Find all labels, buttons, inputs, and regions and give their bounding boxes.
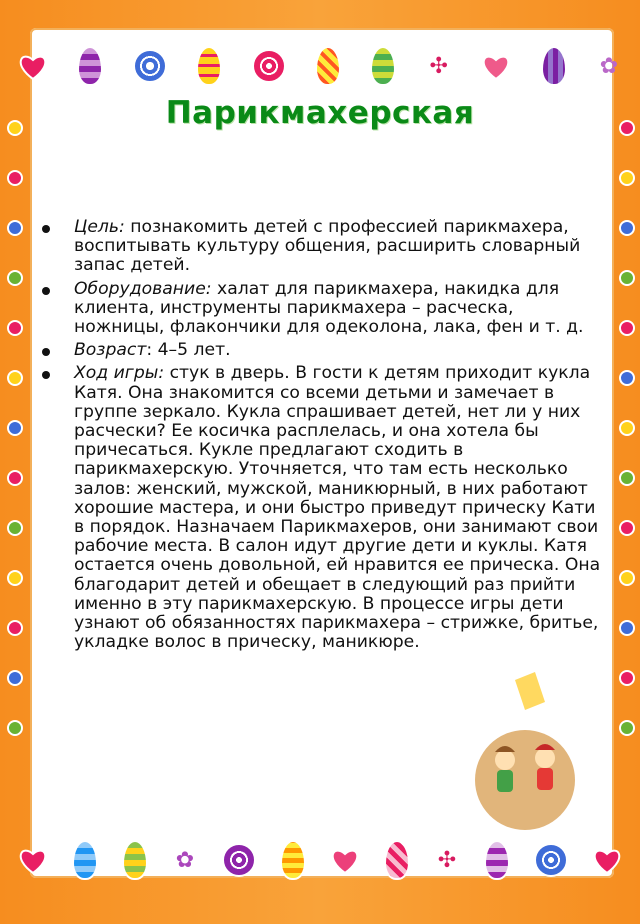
dot-ornament-icon <box>619 670 635 686</box>
dot-ornament-icon <box>619 570 635 586</box>
list-item <box>42 218 602 276</box>
dot-ornament-icon <box>7 420 23 436</box>
item-text: познакомить детей с профессией парикмахера, воспитывать культуру общения, расширить словарный запас детей. <box>74 217 581 276</box>
egg-ornament-icon <box>77 46 103 86</box>
content-list <box>42 218 602 656</box>
item-text: халат для парикмахера, накидка для клиента, инструменты парикмахера – расческа, ножницы, флакончики для одеколона, лака, фен и т. д. <box>74 278 584 338</box>
heart-icon <box>18 52 48 80</box>
left-border-decoration <box>6 120 24 736</box>
egg-ornament-icon <box>315 46 341 86</box>
bullet-icon <box>42 348 50 356</box>
swirl-ornament-icon <box>133 49 167 83</box>
swirl-ornament-icon <box>252 49 286 83</box>
egg-ornament-icon <box>72 840 98 880</box>
dot-ornament-icon <box>7 720 23 736</box>
swirl-ornament-icon <box>534 843 568 877</box>
dot-ornament-icon <box>7 570 23 586</box>
dot-ornament-icon <box>7 620 23 636</box>
egg-ornament-icon <box>484 840 510 880</box>
dot-ornament-icon <box>7 470 23 486</box>
list-item <box>42 341 602 360</box>
egg-ornament-icon <box>122 840 148 880</box>
dot-ornament-icon <box>619 370 635 386</box>
right-border-decoration <box>618 120 636 736</box>
children-illustration <box>460 660 590 830</box>
dot-ornament-icon <box>7 370 23 386</box>
swirl-ornament-icon <box>222 843 256 877</box>
egg-ornament-icon <box>541 46 567 86</box>
item-label: Цель: <box>74 217 125 237</box>
list-item <box>42 364 602 652</box>
dot-ornament-icon <box>619 170 635 186</box>
heart-icon <box>592 846 622 874</box>
dot-ornament-icon <box>619 620 635 636</box>
item-label: Ход игры: <box>74 363 165 384</box>
page-title: Парикмахерская <box>165 95 475 131</box>
item-label: Оборудование: <box>74 278 212 299</box>
bullet-icon <box>42 287 50 295</box>
egg-ornament-icon <box>196 46 222 86</box>
dot-ornament-icon <box>619 520 635 536</box>
dot-ornament-icon <box>7 220 23 236</box>
cross-ornament-icon: ✣ <box>429 53 448 79</box>
egg-ornament-icon <box>280 840 306 880</box>
dot-ornament-icon <box>619 220 635 236</box>
dot-ornament-icon <box>7 320 23 336</box>
heart-icon <box>481 52 511 80</box>
heart-icon <box>18 846 48 874</box>
item-text: стук в дверь. В гости к детям приходит кукла Катя. Она знакомится со всеми детьми и замечает в группе зеркало. Кукла спрашивает детей, нет ли у них расчески? Ее косичка расплелась, и она хотела бы причесаться. Кукле предлагают сходить в парикмахерскую. Уточняется, что там есть несколько залов: женский, мужской, маникюрный, в них работают хорошие мастера, и они быстро приведут прическу Кати в порядок. Назначаем Парикмахеров, они занимают свои рабочие места. В салон идут другие дети и куклы. Катя остается очень довольной, ей нравится ее прическа. Она благодарит детей и обещает в следующий раз прийти именно в эту парикмахерскую. В процессе игры дети узнают об обязанностях парикмахера – стрижке, бритье, укладке волос в прическу, маникюре. <box>74 363 601 653</box>
dot-ornament-icon <box>619 720 635 736</box>
dot-ornament-icon <box>619 270 635 286</box>
item-label: Возраст <box>74 340 147 361</box>
egg-ornament-icon <box>370 46 396 86</box>
cross-ornament-icon: ✣ <box>437 847 457 873</box>
egg-ornament-icon <box>384 840 410 880</box>
bullet-icon <box>42 371 50 379</box>
dot-ornament-icon <box>7 520 23 536</box>
dot-ornament-icon <box>7 270 23 286</box>
dot-ornament-icon <box>619 420 635 436</box>
dot-ornament-icon <box>619 320 635 336</box>
heart-icon <box>330 846 360 874</box>
dot-ornament-icon <box>7 670 23 686</box>
bullet-icon <box>42 225 50 233</box>
item-text: : 4–5 лет. <box>146 340 231 361</box>
flower-ornament-icon: ✿ <box>599 53 619 79</box>
dot-ornament-icon <box>7 170 23 186</box>
bottom-border-decoration <box>18 822 622 898</box>
dot-ornament-icon <box>619 470 635 486</box>
top-border-decoration <box>18 28 622 104</box>
list-item <box>42 280 602 338</box>
flower-ornament-icon: ✿ <box>175 847 195 873</box>
